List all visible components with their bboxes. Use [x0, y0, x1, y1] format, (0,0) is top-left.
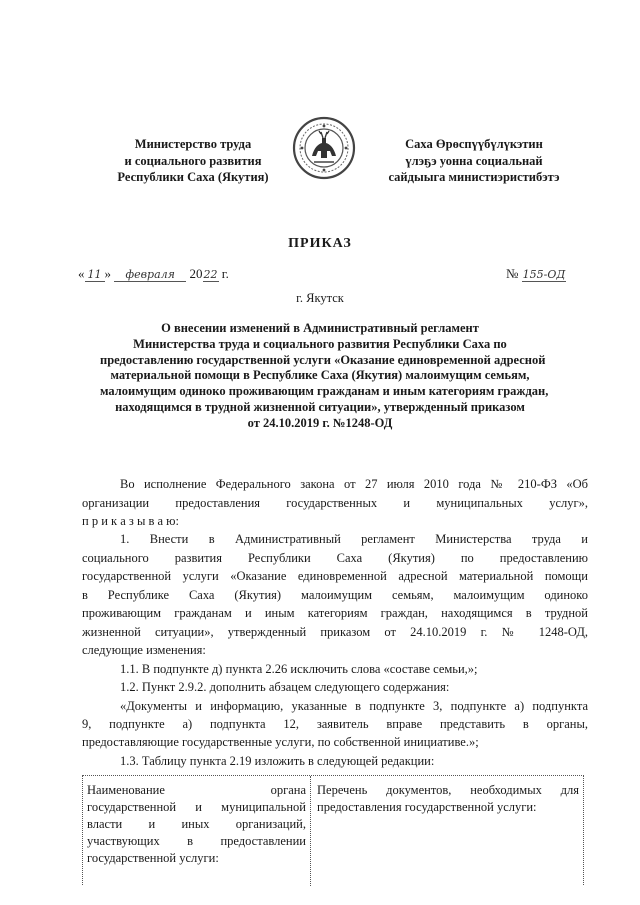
title-line: малоимущим одиноко проживающим гражданам и иным категориям граждан,	[100, 384, 549, 399]
body-line: организации предоставления государственных и муниципальных услуг»,	[82, 496, 588, 510]
title-line: О внесении изменений в Административный регламент	[161, 321, 479, 335]
body-line: государственной услуги «Оказание единовременной адресной материальной помощи	[82, 569, 588, 583]
body-line: 1.1. В подпункте д) пункта 2.26 исключить слова «составе семьи,»;	[120, 662, 478, 676]
body-line: «Документы и информацию, указанные в подпункте 3, подпункте а) подпункта	[120, 699, 588, 713]
cell-line: предоставления государственной услуги:	[317, 800, 537, 814]
title-line: находящимся в трудной жизненной ситуации», утвержденный приказом	[115, 399, 525, 414]
number-prefix: №	[506, 266, 519, 281]
coat-of-arms-icon	[292, 116, 356, 180]
body-line: 1.3. Таблицу пункта 2.19 изложить в следующей редакции:	[120, 754, 435, 768]
body-line: 1.2. Пункт 2.9.2. дополнить абзацем следующего содержания:	[120, 680, 450, 694]
cell-line: государственной и муниципальной	[87, 800, 306, 814]
title-line: материальной помощи в Республике Саха (Якутия) малоимущим семьям,	[110, 368, 530, 383]
date-year-suffix: 22	[203, 268, 218, 281]
body-line: в Республике Саха (Якутия) малоимущим семьям, малоимущим одиноко	[82, 588, 588, 602]
header-left-line: Министерство труда	[134, 137, 252, 151]
body-line: социального развития Республики Саха (Якутия) по предоставлению	[82, 551, 588, 565]
ministry-name-russian	[108, 136, 278, 186]
title-line: предоставлению государственной услуги «Оказание единовременной адресной	[100, 352, 546, 367]
body-line: жизненной ситуации», утвержденный приказом от 24.10.2019 г. № 1248-ОД,	[82, 625, 588, 639]
date-year-prefix: 20	[189, 266, 203, 281]
date-suffix: г.	[218, 266, 229, 281]
cell-line: государственной услуги:	[87, 851, 219, 865]
body-line: следующие изменения:	[82, 643, 206, 657]
ministry-name-sakha	[374, 136, 574, 186]
body-line: Во исполнение Федерального закона от 27 июля 2010 года № 210-ФЗ «Об	[120, 477, 588, 491]
header-left-line: и социального развития	[124, 153, 262, 168]
date-open-quote: «	[78, 266, 85, 281]
date-month: февраля	[114, 269, 186, 282]
table-cell-organ	[83, 776, 311, 886]
document-type-title: ПРИКАЗ	[288, 236, 352, 251]
date-close-quote: »	[104, 266, 111, 281]
header-left-line: Республики Саха (Якутия)	[117, 170, 269, 184]
body-line: проживающим гражданам и иным категориям граждан, находящимся в трудной	[82, 606, 588, 620]
table-cell-documents	[311, 776, 583, 816]
title-line: от 24.10.2019 г. №1248-ОД	[247, 415, 393, 430]
cell-line: участвующих в предоставлении	[87, 834, 306, 848]
order-date	[78, 266, 229, 282]
header-right-line: үлэҕэ уонна социальнай	[405, 153, 543, 168]
order-number	[506, 266, 566, 282]
number-value: 155-ОД	[522, 268, 566, 281]
cell-line: Перечень документов, необходимых для	[317, 783, 579, 797]
services-table	[82, 775, 584, 885]
header-right-line: Саха Өрөспүүбүлүкэтин	[405, 137, 543, 151]
body-line: предоставляющие государственные услуги, по собственной инициативе.»;	[82, 735, 479, 749]
order-title	[100, 321, 549, 432]
header-right-line: сайдыыга министиэристибэтэ	[388, 170, 560, 184]
body-line: 1. Внести в Административный регламент Министерства труда и	[120, 532, 588, 546]
date-day: 11	[85, 269, 105, 282]
cell-line: Наименование органа	[87, 783, 306, 797]
body-line: п р и к а з ы в а ю:	[82, 514, 179, 528]
title-line: Министерства труда и социального развития Республики Саха по	[133, 336, 507, 351]
cell-line: власти и иных организаций,	[87, 817, 306, 831]
city: г. Якутск	[296, 291, 344, 305]
body-line: 9, подпункте а) подпункта 12, заявитель вправе представить в органы,	[82, 717, 588, 731]
